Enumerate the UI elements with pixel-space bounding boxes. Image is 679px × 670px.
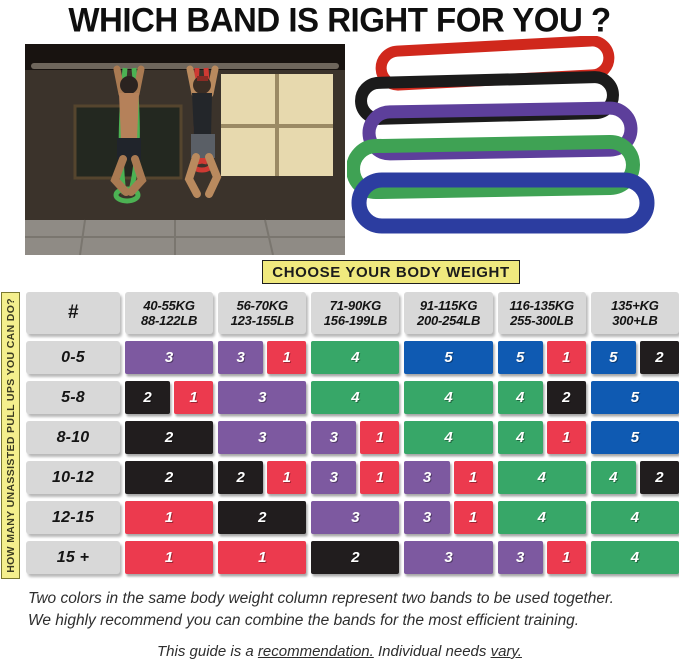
band-stack: [353, 40, 647, 226]
band-purple: 3: [311, 501, 399, 534]
band-cell: [311, 381, 399, 414]
band-cell: [311, 501, 399, 534]
pullups-axis-text: HOW MANY UNASSISTED PULL UPS YOU CAN DO?: [4, 298, 17, 573]
band-red: 1: [267, 461, 306, 494]
body-weight-label: CHOOSE YOUR BODY WEIGHT: [262, 260, 520, 284]
band-stack-photo: [347, 36, 661, 236]
band-black: 2: [125, 461, 213, 494]
band-green: 4: [311, 341, 399, 374]
band-cell: [591, 501, 679, 534]
row-label-12-15: 12-15: [26, 501, 120, 534]
column-header-lb: 200-254LB: [416, 313, 481, 328]
band-green: 4: [498, 501, 586, 534]
band-cell: [311, 461, 399, 494]
band-purple: 3: [404, 461, 449, 494]
band-cell: [125, 501, 213, 534]
combination-note: [28, 588, 670, 632]
column-header-lb: 88-122LB: [140, 313, 198, 328]
band-green: 4: [498, 461, 586, 494]
note-line-1: Two colors in the same body weight column represent two bands to be used together.: [28, 590, 614, 607]
band-green: 4: [311, 381, 399, 414]
row-label-8-10: 8-10: [26, 421, 120, 454]
band-cell: [404, 541, 492, 574]
band-cell: [125, 421, 213, 454]
column-header-lb: 255-300LB: [510, 313, 574, 328]
band-red: 1: [547, 341, 586, 374]
band-cell: [218, 501, 306, 534]
band-green: 4: [404, 421, 492, 454]
band-cell: [311, 341, 399, 374]
band-cell: [125, 381, 213, 414]
band-red: 1: [125, 541, 213, 574]
band-cell: [591, 461, 679, 494]
disclaimer-segment: vary.: [490, 643, 522, 660]
band-cell: [125, 341, 213, 374]
table-corner-header: #: [26, 292, 120, 334]
column-header-kg: 40-55KG: [143, 297, 195, 313]
row-label-5-8: 5-8: [26, 381, 120, 414]
band-blue: 5: [498, 341, 543, 374]
band-cell: [218, 541, 306, 574]
disclaimer-segment: Individual needs: [373, 643, 491, 660]
band-red: 1: [454, 461, 493, 494]
band-green: 4: [404, 381, 492, 414]
band-red: 1: [547, 421, 586, 454]
band-black: 2: [547, 381, 586, 414]
band-blue: 5: [404, 341, 492, 374]
band-red: 1: [360, 461, 399, 494]
band-green: 4: [591, 541, 679, 574]
column-header-lb: 300+LB: [612, 313, 658, 328]
column-header-40-55kg: [125, 292, 213, 334]
band-cell: [591, 421, 679, 454]
band-cell: [498, 461, 586, 494]
column-header-kg: 56-70KG: [236, 297, 288, 313]
band-cell: [218, 421, 306, 454]
band-green: 4: [591, 501, 679, 534]
band-purple: 3: [311, 461, 356, 494]
column-header-lb: 123-155LB: [230, 313, 294, 328]
column-header-lb: 156-199LB: [323, 313, 388, 328]
band-purple: 3: [498, 541, 543, 574]
band-purple: 3: [311, 421, 356, 454]
pullup-photo: [25, 44, 345, 255]
band-cell: [591, 381, 679, 414]
band-black: 2: [218, 501, 306, 534]
band-cell: [218, 381, 306, 414]
band-green: 4: [498, 421, 543, 454]
band-green: 4: [498, 381, 543, 414]
weight-table: [26, 292, 679, 574]
band-cell: [218, 461, 306, 494]
band-blue: 5: [591, 381, 679, 414]
row-label-15+: 15 +: [26, 541, 120, 574]
band-blue: 5: [591, 421, 679, 454]
pullups-axis-label: [1, 292, 20, 579]
band-cell: [404, 501, 492, 534]
column-header-kg: 91-115KG: [419, 297, 478, 313]
column-header-kg: 71-90KG: [329, 297, 382, 313]
headband: [197, 76, 208, 81]
column-header-91-115kg: [404, 292, 492, 334]
page-title: WHICH BAND IS RIGHT FOR YOU ?: [68, 0, 611, 39]
band-purple: 3: [218, 421, 306, 454]
band-cell: [498, 501, 586, 534]
band-red: 1: [218, 541, 306, 574]
band-cell: [591, 341, 679, 374]
band-red: 1: [454, 501, 493, 534]
band-cell: [591, 541, 679, 574]
band-blue: 5: [591, 341, 636, 374]
band-cell: [311, 541, 399, 574]
disclaimer-segment: This guide is a: [157, 643, 258, 660]
band-cell: [498, 341, 586, 374]
column-header-135+kg: [591, 292, 679, 334]
band-black: 2: [311, 541, 399, 574]
pullup-bar: [31, 63, 339, 69]
band-cell: [218, 341, 306, 374]
band-purple: 3: [404, 501, 449, 534]
band-cell: [125, 461, 213, 494]
column-header-71-90kg: [311, 292, 399, 334]
band-cell: [125, 541, 213, 574]
band-purple: 3: [218, 341, 263, 374]
band-cell: [311, 421, 399, 454]
row-label-0-5: 0-5: [26, 341, 120, 374]
band-red: 1: [125, 501, 213, 534]
disclaimer: [0, 643, 679, 660]
band-cell: [404, 461, 492, 494]
band-red: 1: [547, 541, 586, 574]
band-black: 2: [640, 461, 679, 494]
column-header-kg: 116-135KG: [509, 297, 574, 313]
row-label-10-12: 10-12: [26, 461, 120, 494]
band-green: 4: [591, 461, 636, 494]
band-purple: 3: [218, 381, 306, 414]
band-black: 2: [125, 421, 213, 454]
band-red: 1: [174, 381, 213, 414]
band-cell: [404, 341, 492, 374]
band-cell: [498, 541, 586, 574]
band-cell: [404, 381, 492, 414]
band-cell: [498, 421, 586, 454]
band-red: 1: [360, 421, 399, 454]
band-black: 2: [218, 461, 263, 494]
column-header-56-70kg: [218, 292, 306, 334]
band-purple: 3: [125, 341, 213, 374]
band-black: 2: [640, 341, 679, 374]
band-loop-blue: [359, 180, 647, 226]
band-purple: 3: [404, 541, 492, 574]
band-cell: [404, 421, 492, 454]
column-header-kg: 135+KG: [611, 297, 659, 313]
band-black: 2: [125, 381, 170, 414]
disclaimer-segment: recommendation.: [257, 643, 374, 660]
band-red: 1: [267, 341, 306, 374]
column-header-116-135kg: [498, 292, 586, 334]
note-line-2: We highly recommend you can combine the bands for the most efficient training.: [28, 612, 580, 629]
band-cell: [498, 381, 586, 414]
